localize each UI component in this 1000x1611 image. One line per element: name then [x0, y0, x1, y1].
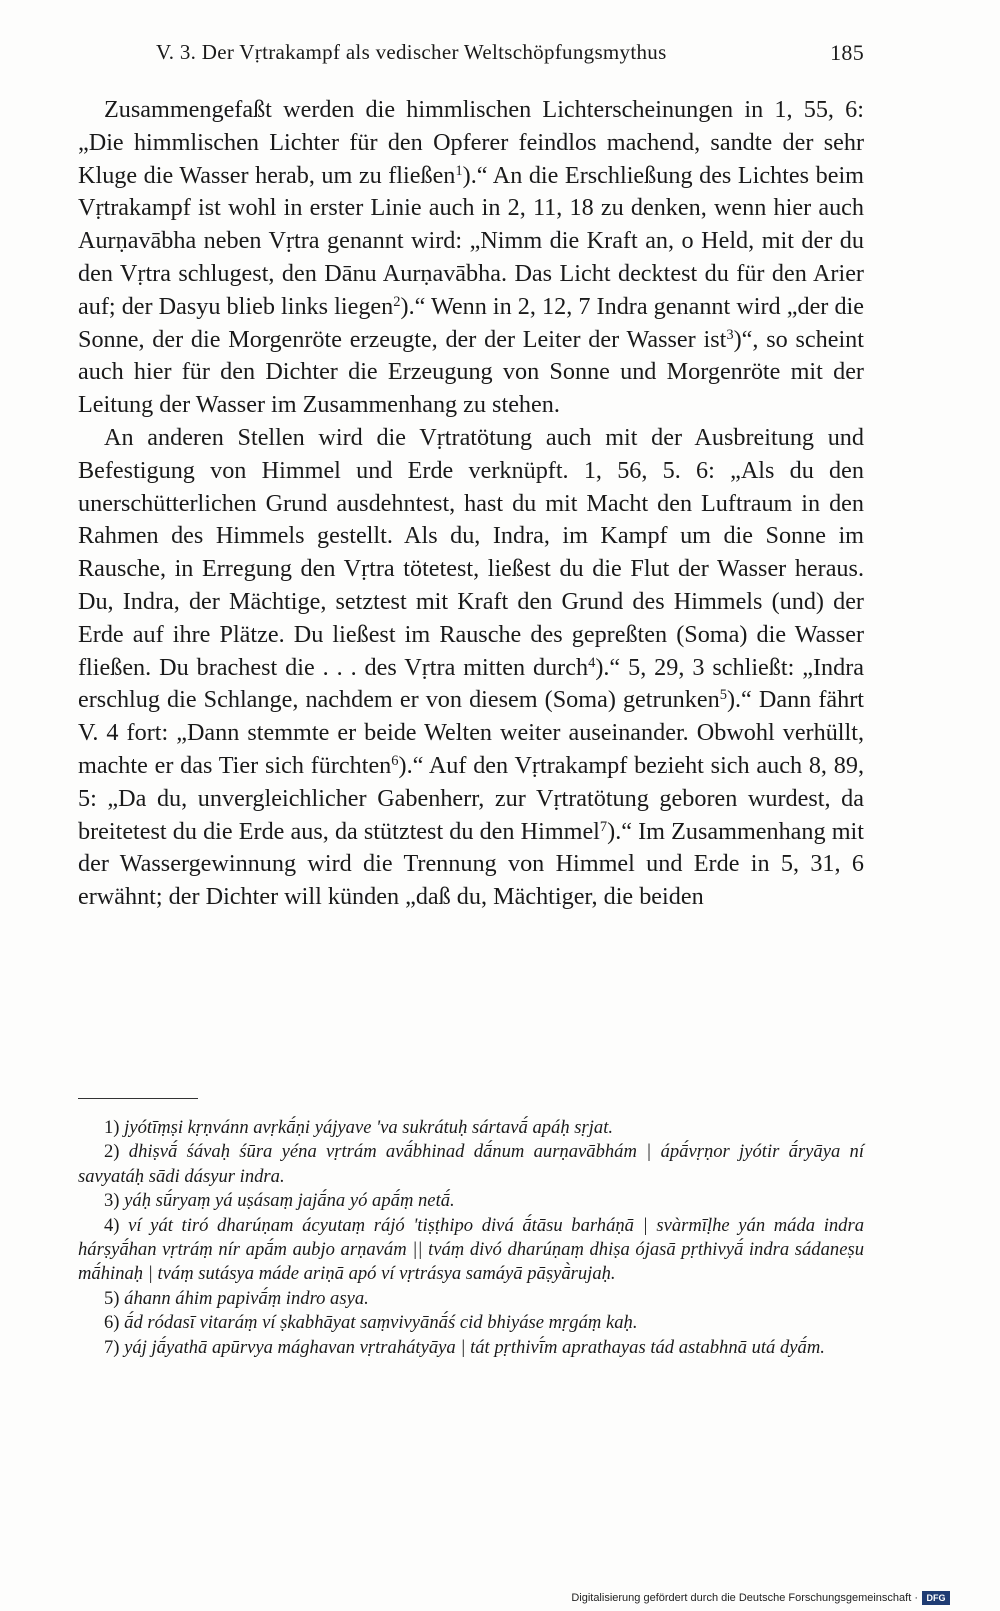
- footnote-text: yáḥ sū́ryaṃ yá uṣásaṃ jajā́na yó apā́ṃ netā́.: [124, 1190, 455, 1212]
- footnote: [78, 1287, 864, 1311]
- footnote-marker: 2): [104, 1141, 120, 1163]
- text-run: ).“ Wenn in 2, 12, 7 Indra genannt wird „der die Sonne, der die Morgenröte erzeugte, der der Leiter der Wasser ist: [78, 292, 865, 353]
- footnote-text: dhiṣvā́ śávaḥ śūra yéna vṛtrám avā́bhinad dā́num aurṇavābhám | ápā́vṛṇor jyótir ā́ryāya ní savyatáḥ sādi dásyur indra.: [78, 1141, 865, 1187]
- main-text: [78, 94, 864, 914]
- text-run: Zusammengefaßt werden die himmlischen Lichterscheinungen in 1, 55, 6: „Die himmlischen Lichter für den Opferer feindlos machend, sandte der sehr Kluge die Wasser herab, um zu fließen: [78, 96, 864, 189]
- credit-text: Digitalisierung gefördert durch die Deutsche Forschungsgemeinschaft ·: [571, 1592, 918, 1604]
- text-run: ).“ An die Erschließung des Lichtes beim Vṛtrakampf ist wohl in erster Linie auch in 2, 11, 18 zu denken, wenn hier auch Aurṇavābha neben Vṛtra genannt wird: „Nimm die Kraft an, o Held, mit der du den Vṛtra schlugest, den Dānu Aurṇavābha. Das Licht decktest du für den Arier auf; der Dasyu blieb links liegen: [78, 161, 864, 320]
- footnote-ref: 6: [391, 752, 399, 769]
- footnote-marker: 3): [104, 1190, 120, 1212]
- footnote-marker: 1): [104, 1117, 120, 1138]
- footnote-text: yáj jā́yathā apūrvya mághavan vṛtrahátyāya | tát pṛthivī́m aprathayas tád astabhnā utá dyā́m.: [124, 1336, 825, 1358]
- footnote-ref: 2: [393, 293, 401, 310]
- footnote: [78, 1214, 864, 1287]
- footnote: [78, 1311, 864, 1335]
- text-run: ).“ Dann fährt V. 4 fort: „Dann stemmte er beide Welten weiter auseinander. Obwohl verhüllt, machte er das Tier sich fürchten: [78, 686, 865, 779]
- footnote-ref: 3: [726, 326, 734, 343]
- footnote: [78, 1189, 864, 1213]
- footnote: [78, 1140, 864, 1189]
- footnote-ref: 1: [455, 162, 463, 179]
- dfg-logo-icon: DFG: [922, 1591, 950, 1605]
- text-run: ).“ Im Zusammenhang mit der Wassergewinnung wird die Trennung von Himmel und Erde in 5, 31, 6 erwähnt; der Dichter will künden „daß du, Mächtiger, die beiden: [78, 817, 864, 911]
- digitization-credit: [571, 1591, 950, 1605]
- footnote-text: ví yát tiró dharúṇam ácyutaṃ rájó 'tiṣṭhipo divá ā́tāsu barháṇā | svàrmīḷhe yán máda indra hárṣyā́han vṛtráṃ nír apā́m aubjo arṇavám || tváṃ divó dharúṇaṃ dhiṣa ójasā pṛthivyā́ indra sádaneṣu mā́hinaḥ | tváṃ sutásya máde ariṇā apó ví vṛtrásya samáyā pāṣyā̀rujaḥ.: [78, 1214, 864, 1285]
- footnote-marker: 7): [104, 1336, 120, 1358]
- text-run: )“, so scheint auch hier für den Dichter die Erzeugung von Sonne und Morgenröte mit der Leitung der Wasser im Zusammenhang zu stehen.: [78, 325, 864, 419]
- running-title: V. 3. Der Vṛtrakampf als vedischer Weltschöpfungsmythus: [156, 40, 667, 64]
- footnote-ref: 5: [719, 687, 727, 704]
- footnote: [78, 1336, 864, 1360]
- page-number: 185: [830, 40, 864, 65]
- footnote-ref: 4: [588, 654, 596, 671]
- footnote-text: jyótīṃṣi kṛṇvánn avṛkā́ṇi yájyave 'va sukrátuḥ sártavā́ apáḥ sṛjat.: [124, 1117, 614, 1138]
- footnote-marker: 4): [104, 1214, 120, 1236]
- footnote-text: ā́d ródasī vitaráṃ ví ṣkabhāyat saṃvivyānā́ś cid bhiyáse mṛgáṃ kaḥ.: [124, 1312, 638, 1334]
- footnotes: [78, 1116, 864, 1360]
- text-run: An anderen Stellen wird die Vṛtratötung auch mit der Ausbreitung und Befestigung von Himmel und Erde verknüpft. 1, 56, 5. 6: „Als du den unerschütterlichen Grund ausdehntest, hast du mit Macht den Luftraum in den Rahmen des Himmels gestellt. Als du, Indra, im Kampf um die Sonne im Rausche, in Erregung den Vṛtra tötetest, ließest du die Flut der Wasser heraus. Du, Indra, der Mächtige, setztest mit Kraft den Grund des Himmels (und) der Erde auf ihre Plätze. Du ließest im Rausche des gepreßten (Soma) die Wasser fließen. Du brachest die . . . des Vṛtra mitten durch: [78, 423, 864, 681]
- footnote-marker: 6): [104, 1312, 120, 1334]
- running-head: [78, 40, 864, 74]
- text-run: ).“ 5, 29, 3 schließt: „Indra erschlug die Schlange, nachdem er von diesem (Soma) getrunken: [78, 653, 865, 714]
- paragraph: [78, 422, 864, 914]
- footnote-divider: [78, 1098, 198, 1099]
- paragraph: [78, 94, 864, 422]
- footnote-text: áhann áhim papivā́ṃ indro asya.: [124, 1287, 369, 1309]
- footnote: [78, 1116, 864, 1140]
- footnote-marker: 5): [104, 1287, 120, 1309]
- text-run: ).“ Auf den Vṛtrakampf bezieht sich auch 8, 89, 5: „Da du, unvergleichlicher Gabenherr, zur Vṛtratötung geboren wurdest, da breitetest du die Erde aus, da stütztest du den Himmel: [78, 751, 864, 845]
- footnote-ref: 7: [599, 818, 608, 835]
